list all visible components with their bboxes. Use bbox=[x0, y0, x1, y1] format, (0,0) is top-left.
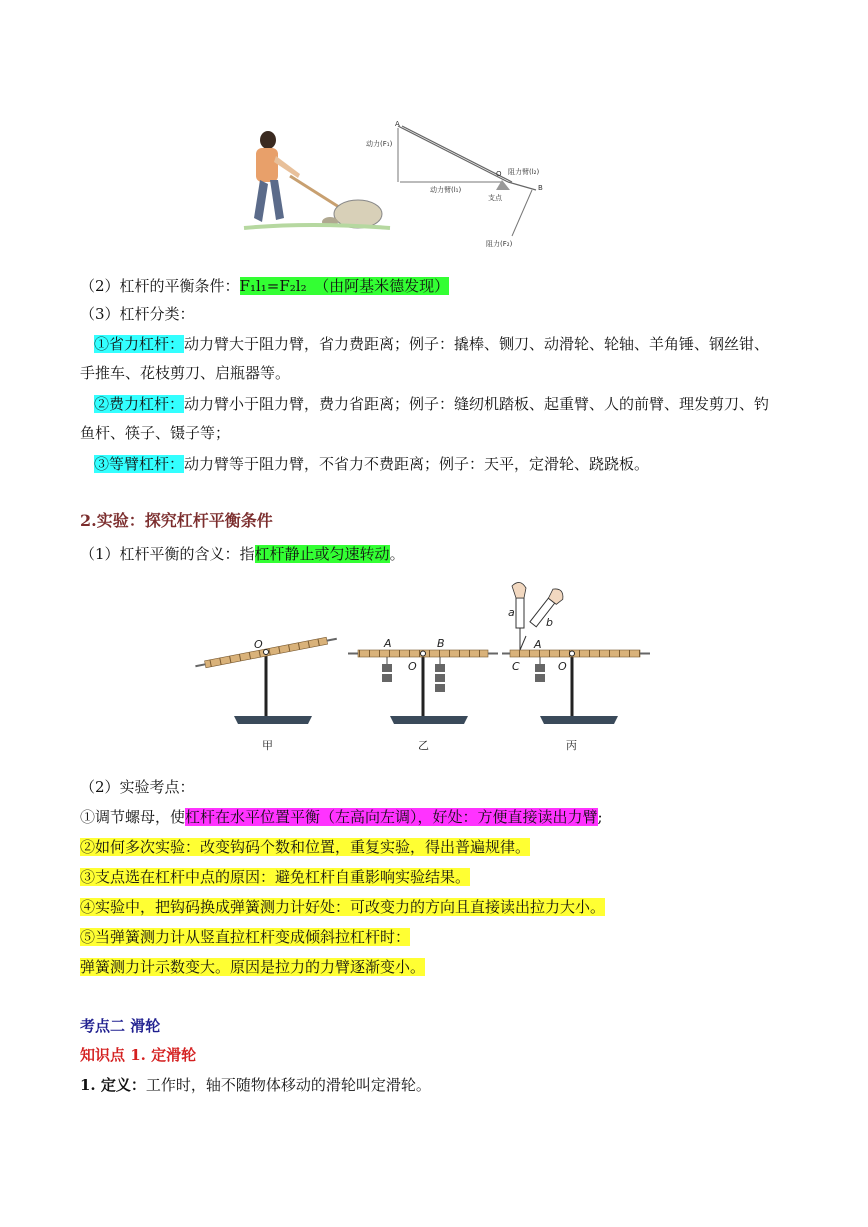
point-1-prefix: ①调节螺母，使 bbox=[80, 808, 186, 826]
bing-label-b: b bbox=[546, 616, 553, 629]
label-O: O bbox=[496, 170, 502, 178]
point-2-text: ②如何多次实验：改变钩码个数和位置，重复实验，得出普遍规律。 bbox=[80, 838, 531, 856]
point-5 bbox=[80, 926, 410, 948]
bing-label-a: a bbox=[508, 606, 515, 619]
jia-label-O: O bbox=[254, 638, 263, 651]
lever-force-diagram bbox=[366, 120, 543, 248]
meaning-suffix: 。 bbox=[389, 545, 405, 563]
point-4 bbox=[80, 896, 605, 918]
point-2 bbox=[80, 836, 530, 858]
label-l2: 阻力臂(l₂) bbox=[508, 168, 540, 176]
point-5-continued bbox=[80, 956, 425, 978]
lever-experiment-figure bbox=[190, 578, 660, 758]
balance-condition-line bbox=[80, 275, 449, 297]
point-3-text: ③支点选在杠杆中点的原因：避免杠杆自重影响实验结果。 bbox=[80, 868, 471, 886]
section-pulley-heading: 考点二 滑轮 bbox=[80, 1017, 161, 1035]
point-5-continued-text: 弹簧测力计示数变大。原因是拉力的力臂逐渐变小。 bbox=[80, 958, 426, 976]
point-1 bbox=[80, 806, 603, 828]
lever-classification-title: （3）杠杆分类： bbox=[80, 305, 195, 323]
force-costing-lever-continued: 鱼杆、筷子、镊子等； bbox=[80, 424, 231, 442]
meaning-prefix: （1）杠杆平衡的含义：指 bbox=[80, 545, 255, 563]
force-saving-lever-tag: ①省力杠杆： bbox=[94, 335, 185, 353]
bing-label-O: O bbox=[558, 660, 567, 673]
label-fulcrum: 支点 bbox=[488, 194, 502, 202]
definition-label: 1. 定义： bbox=[80, 1076, 146, 1094]
force-costing-lever-line bbox=[94, 393, 769, 415]
fixed-pulley-definition bbox=[80, 1074, 431, 1096]
setup-yi bbox=[348, 637, 498, 752]
meaning-highlight: 杠杆静止或匀速转动 bbox=[254, 545, 390, 563]
balance-note: （由阿基米德发现） bbox=[306, 277, 450, 295]
balance-condition-prefix: （2）杠杆的平衡条件： bbox=[80, 277, 240, 295]
lever-illustration bbox=[240, 118, 570, 258]
setup-jia bbox=[195, 635, 338, 752]
point-5-text: ⑤当弹簧测力计从竖直拉杠杆变成倾斜拉杠杆时： bbox=[80, 928, 411, 946]
force-saving-lever-line bbox=[94, 333, 769, 355]
lever-balance-meaning bbox=[80, 543, 405, 565]
yi-label-O: O bbox=[408, 660, 417, 673]
yi-label-A: A bbox=[384, 637, 392, 650]
force-saving-lever-text: 动力臂大于阻力臂，省力费距离；例子：撬棒、铡刀、动滑轮、轮轴、羊角锤、钢丝钳、 bbox=[184, 335, 770, 353]
label-F2: 阻力(F₂) bbox=[486, 240, 513, 248]
point-4-text: ④实验中，把钩码换成弹簧测力计好处：可改变力的方向且直接读出拉力大小。 bbox=[80, 898, 606, 916]
balance-condition-highlight bbox=[240, 277, 450, 295]
setup-bing bbox=[502, 582, 650, 752]
bing-label-A: A bbox=[534, 638, 542, 651]
equal-arm-lever-line bbox=[94, 453, 649, 475]
equal-arm-lever-text: 动力臂等于阻力臂，不省力不费距离；例子：天平，定滑轮、跷跷板。 bbox=[184, 455, 650, 473]
yi-label-B: B bbox=[437, 637, 445, 650]
experiment-heading: 2.实验：探究杠杆平衡条件 bbox=[80, 511, 273, 530]
point-3 bbox=[80, 866, 470, 888]
jia-caption: 甲 bbox=[262, 739, 273, 752]
definition-text: 工作时，轴不随物体移动的滑轮叫定滑轮。 bbox=[145, 1076, 431, 1094]
experiment-points-title: （2）实验考点： bbox=[80, 778, 195, 796]
point-1-suffix: ; bbox=[597, 808, 603, 826]
force-saving-lever-continued: 手推车、花枝剪刀、启瓶器等。 bbox=[80, 364, 291, 382]
label-l1: 动力臂(l₁) bbox=[430, 186, 462, 194]
balance-formula: F₁l₁=F₂l₂ bbox=[239, 277, 307, 295]
bing-label-C: C bbox=[512, 660, 520, 673]
label-A: A bbox=[395, 120, 400, 128]
force-costing-lever-text: 动力臂小于阻力臂，费力省距离；例子：缝纫机踏板、起重臂、人的前臂、理发剪刀、钓 bbox=[184, 395, 770, 413]
label-B: B bbox=[538, 184, 543, 192]
point-1-highlight: 杠杆在水平位置平衡（左高向左调），好处：方便直接读出力臂 bbox=[185, 808, 598, 826]
label-F1: 动力(F₁) bbox=[366, 140, 393, 148]
equal-arm-lever-tag: ③等臂杠杆： bbox=[94, 455, 185, 473]
knowledge-point-fixed-pulley: 知识点 1. 定滑轮 bbox=[80, 1046, 197, 1064]
force-costing-lever-tag: ②费力杠杆： bbox=[94, 395, 185, 413]
yi-caption: 乙 bbox=[418, 739, 429, 752]
bing-caption: 丙 bbox=[566, 739, 577, 752]
